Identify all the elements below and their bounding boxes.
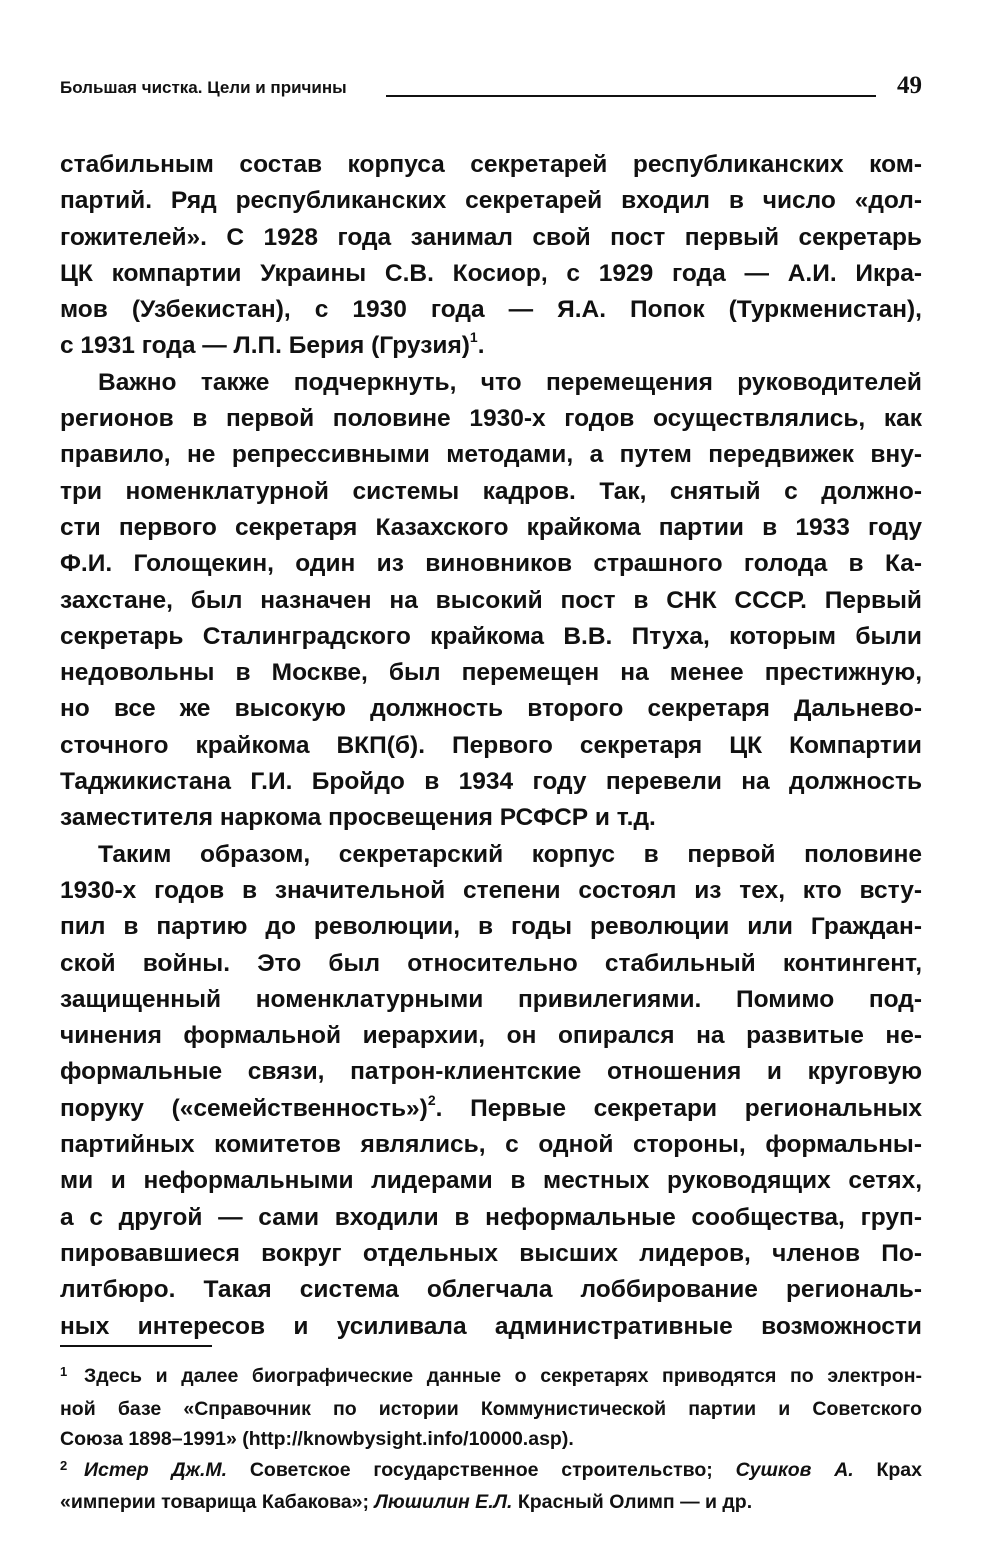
text-line: ми и неформальными лидерами в местных руководящих сетях, [60,1167,922,1195]
page-number: 49 [897,72,922,99]
text-line: гожителей». С 1928 года занимал свой пост первый секретарь [60,223,922,251]
text-line: три номенклатурной системы кадров. Так, снятый с должно- [60,477,922,505]
footnote-1-line: Союза 1898–1991» (http://knowbysight.info/10000.asp). [60,1428,574,1450]
footnote-2-line [60,1455,922,1488]
text-line: партий. Ряд республиканских секретарей входил в число «дол- [60,187,922,215]
text-line: пил в партию до революции, в годы революции или Граждан- [60,913,922,941]
text-line: регионов в первой половине 1930-х годов осуществлялись, как [60,405,922,433]
running-title: Большая чистка. Цели и причины [60,78,347,97]
footnote-2-line [60,1487,922,1518]
text-line: стабильным состав корпуса секретарей республиканских ком- [60,151,922,178]
text-line [60,1091,922,1127]
footnote-ref-2[interactable]: 2 [427,1091,436,1108]
text-segment: Здесь и далее биографические данные о секретарях приводятся по электрон- [84,1365,922,1387]
text-line: чинения формальной иерархии, он опирался на развитые не- [60,1022,922,1050]
cited-title: Крах [853,1458,922,1481]
text-line: литбюро. Такая система облегчала лоббирование региональ- [60,1276,922,1304]
text-segment: с 1931 года — Л.П. Берия (Грузия) [60,332,470,360]
header-rule [386,95,876,97]
text-line: захстане, был назначен на высокий пост в СНК СССР. Первый [60,586,922,614]
text-line: недовольны в Москве, был перемещен на менее престижную, [60,659,922,687]
text-line: Таким образом, секретарский корпус в первой половине [98,840,922,868]
footnote-2-mark: 2 [60,1457,68,1473]
cited-title: «империи товарища Кабакова»; [60,1491,375,1513]
cited-author: Истер Дж.М. [84,1458,228,1481]
footnote-1-line: ной базе «Справочник по истории Коммунистической партии и Советского [60,1397,922,1420]
text-line: Важно также подчеркнуть, что перемещения руководителей [98,368,922,396]
text-line: правило, не репрессивными методами, а путем передвижек вну- [60,441,922,469]
text-line: секретарь Сталинградского крайкома В.В. Птуха, которым были [60,622,922,650]
text-line: сточного крайкома ВКП(б). Первого секретаря ЦК Компартии [60,731,922,759]
text-line: пировавшиеся вокруг отдельных высших лидеров, членов По- [60,1239,922,1267]
cited-title: Советское государственное строительство; [227,1458,736,1481]
text-line: сти первого секретаря Казахского крайкома партии в 1933 году [60,513,922,541]
text-line: ных интересов и усиливала административные возможности [60,1312,922,1340]
text-line: защищенный номенклатурными привилегиями. Помимо под- [60,985,922,1013]
text-line: Таджикистана Г.И. Бройдо в 1934 году перевели на должность [60,768,922,796]
cited-author: Люшилин Е.Л. [374,1491,513,1513]
text-line [60,328,922,364]
text-segment: . Первые секретари региональных [435,1094,922,1122]
text-line: Ф.И. Голощекин, один из виновников страшного голода в Ка- [60,550,922,578]
running-header [60,74,922,104]
footnotes [60,1361,922,1518]
text-line: ЦК компартии Украины С.В. Косиор, с 1929 года — А.И. Икра- [60,259,922,287]
footnote-1-line [60,1361,922,1394]
text-line: мов (Узбекистан), с 1930 года — Я.А. Попок (Туркменистан), [60,296,922,324]
footnote-1-mark: 1 [60,1364,68,1379]
text-line: ской войны. Это был относительно стабильный контингент, [60,949,922,977]
footnote-ref-1[interactable]: 1 [469,329,478,346]
cited-author: Сушков А. [735,1458,854,1481]
text-line: формальные связи, патрон-клиентские отношения и круговую [60,1058,922,1086]
main-text [60,147,922,1345]
text-line: но все же высокую должность второго секретаря Дальнево- [60,695,922,723]
text-segment: . [477,332,485,360]
text-line: партийных комитетов являлись, с одной стороны, формальны- [60,1131,922,1159]
text-line: 1930-х годов в значительной степени состоял из тех, кто всту- [60,876,922,904]
text-line: заместителя наркома просвещения РСФСР и т.д. [60,804,656,832]
text-segment: поруку («семейственность») [60,1094,428,1122]
cited-title: Красный Олимп — и др. [512,1491,753,1513]
text-line: а с другой — сами входили в неформальные сообщества, груп- [60,1203,922,1231]
footnote-separator [60,1345,212,1347]
